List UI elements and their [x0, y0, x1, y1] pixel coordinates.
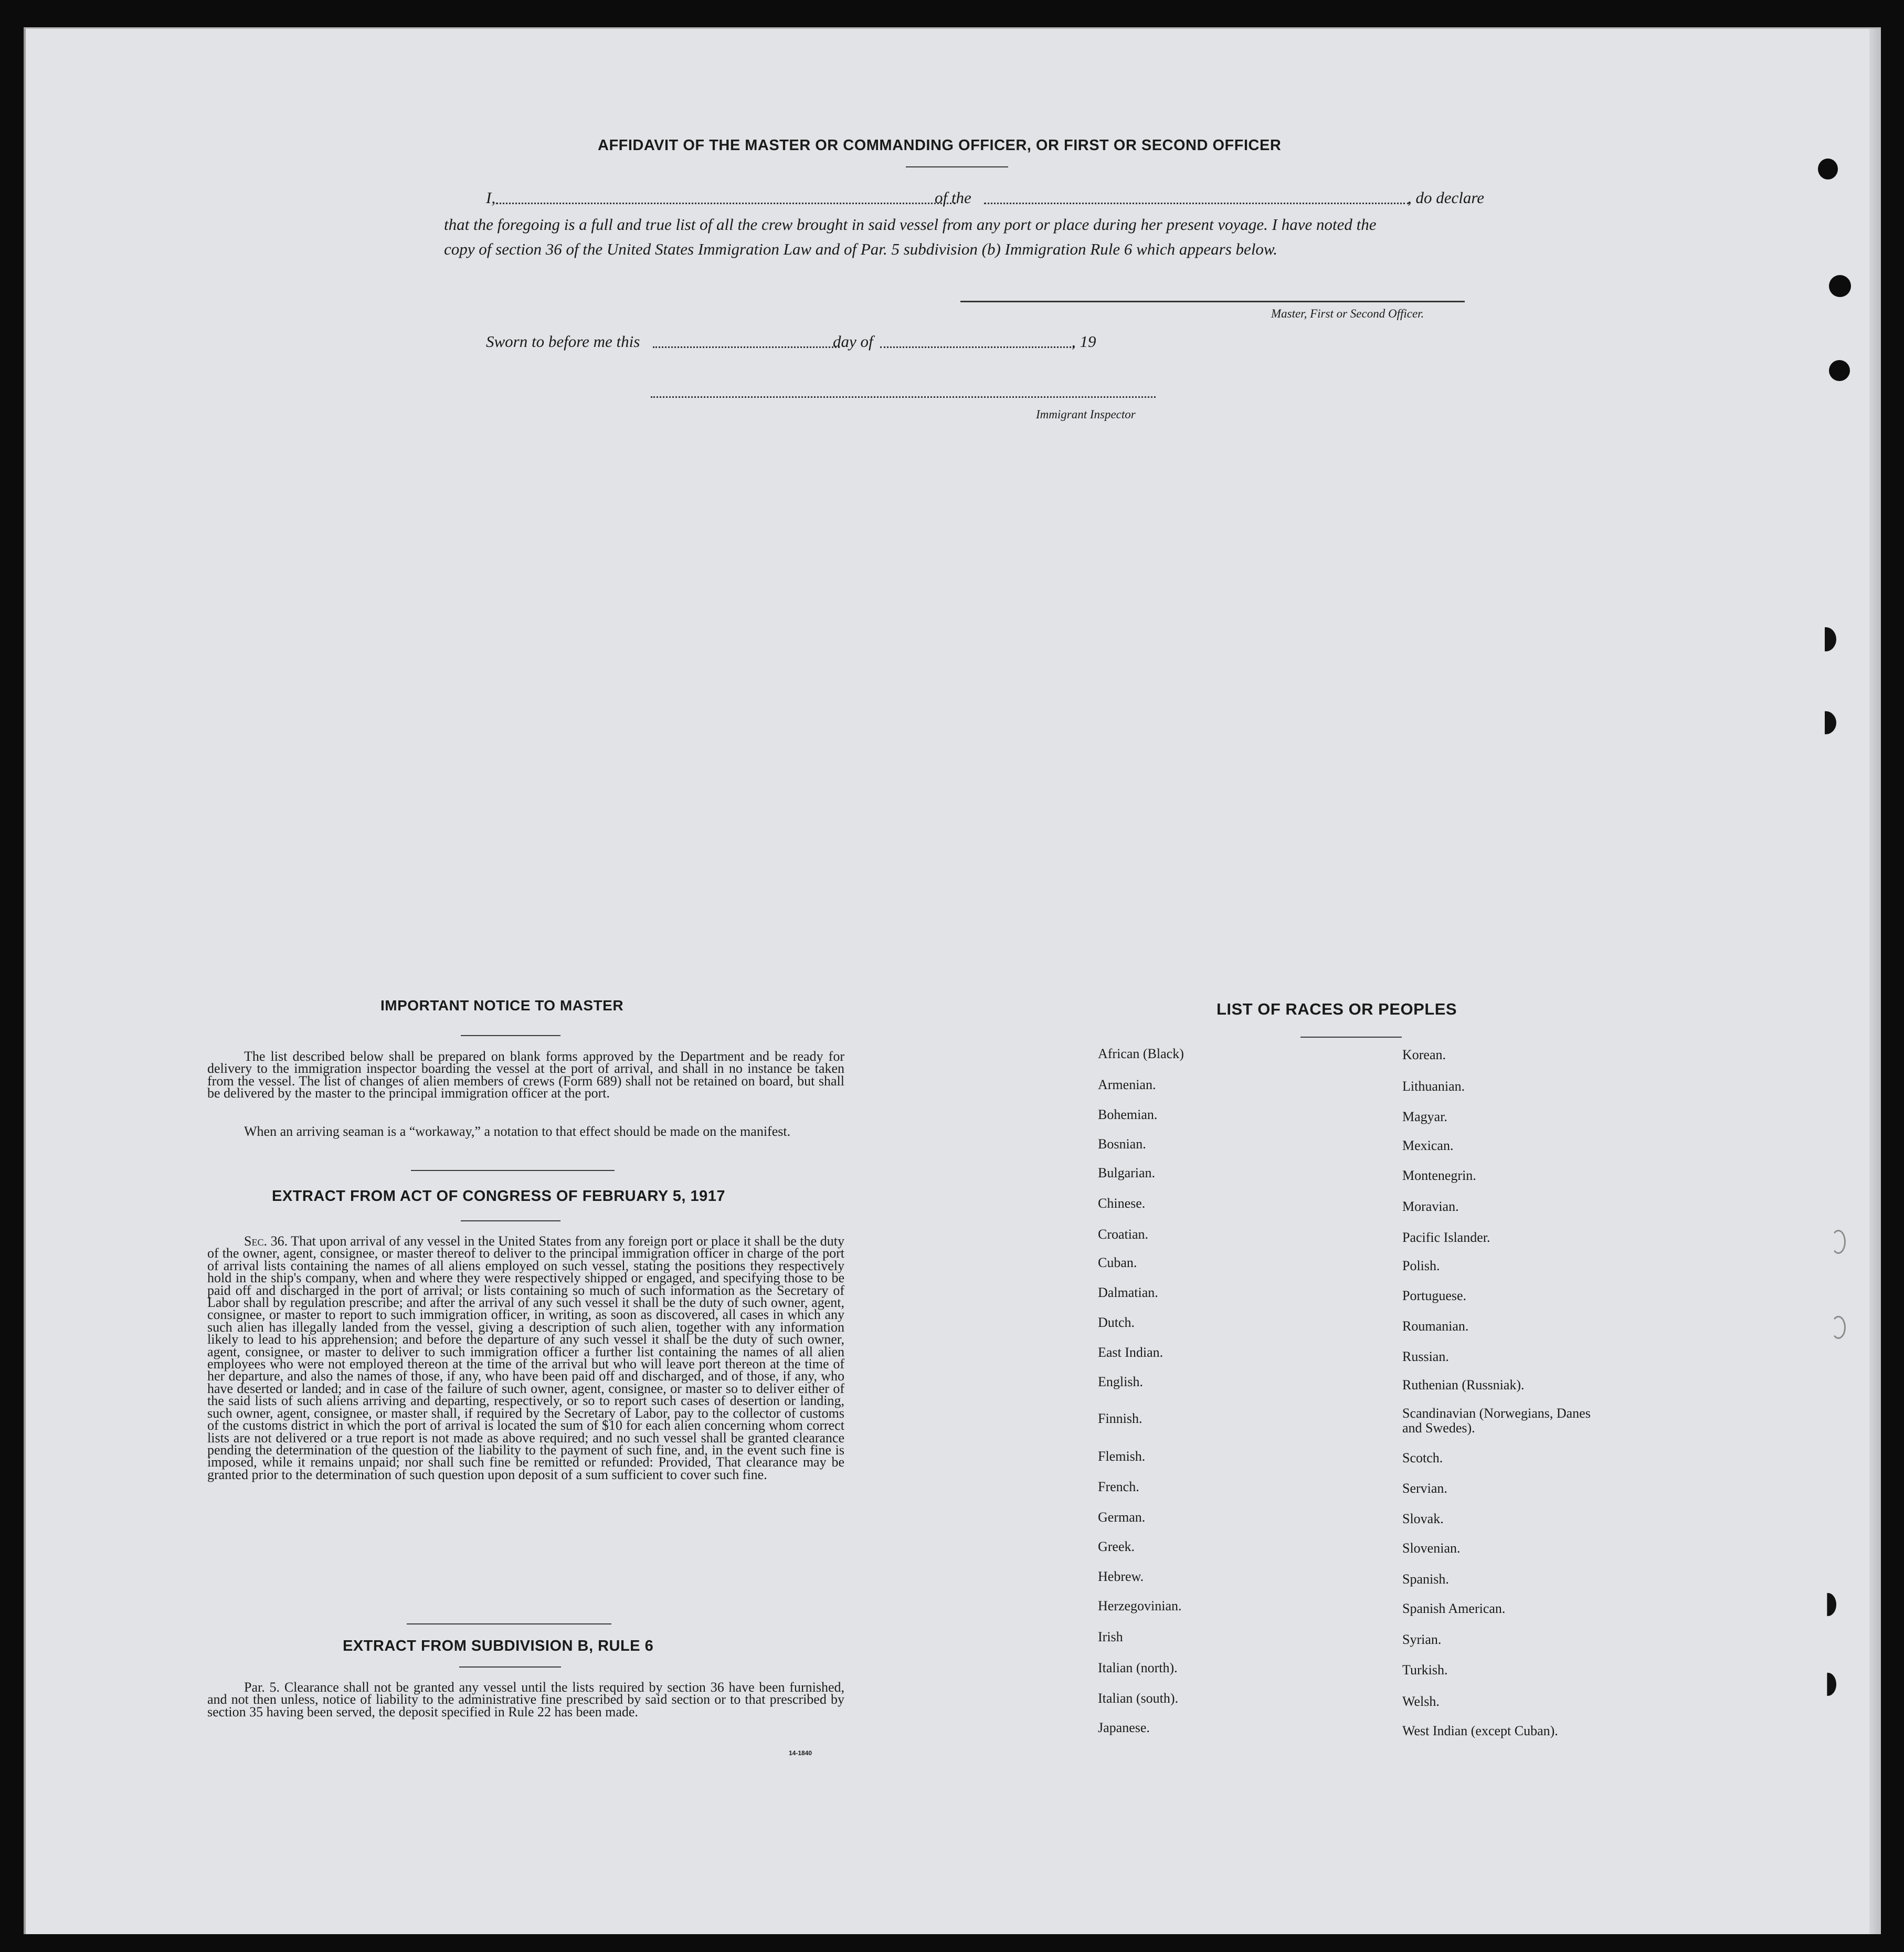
- affidavit-line1-of-the: of the: [935, 188, 971, 207]
- race-item: Dalmatian.: [1098, 1285, 1158, 1300]
- race-item: Lithuanian.: [1402, 1079, 1465, 1094]
- form-number: 14-1840: [789, 1749, 812, 1757]
- race-item: Flemish.: [1098, 1449, 1146, 1464]
- races-title-rule: [1300, 1037, 1402, 1038]
- affidavit-line1-do-declare: , do declare: [1408, 188, 1485, 207]
- sworn-prefix: Sworn to before me this: [486, 332, 640, 351]
- race-item: Ruthenian (Russniak).: [1402, 1377, 1525, 1392]
- race-item: Spanish.: [1402, 1571, 1449, 1587]
- sworn-year: , 19: [1072, 332, 1096, 351]
- affidavit-line1-i: I,: [486, 188, 496, 207]
- race-item: African (Black): [1098, 1046, 1184, 1061]
- punch-hole-icon: [1831, 1230, 1846, 1254]
- race-item: Hebrew.: [1098, 1569, 1144, 1584]
- affidavit-line3: copy of section 36 of the United States Immigration Law and of Par. 5 subdivision (b) Immigration Rule 6 which appears below.: [444, 240, 1278, 258]
- punch-hole-icon: [1831, 1316, 1846, 1339]
- affidavit-line2: that the foregoing is a full and true list of all the crew brought in said vessel from any port or place during her present voyage. I have noted the: [444, 215, 1377, 234]
- race-item: Bohemian.: [1098, 1107, 1158, 1122]
- race-item: Bosnian.: [1098, 1136, 1146, 1152]
- race-item: Pacific Islander.: [1402, 1230, 1490, 1245]
- race-item: Turkish.: [1402, 1662, 1448, 1677]
- race-item: Dutch.: [1098, 1315, 1135, 1330]
- race-item: Chinese.: [1098, 1196, 1146, 1211]
- rule-extract-title: EXTRACT FROM SUBDIVISION B, RULE 6: [343, 1638, 654, 1654]
- race-item: Herzegovinian.: [1098, 1598, 1182, 1613]
- race-item: Slovak.: [1402, 1511, 1444, 1526]
- race-item: West Indian (except Cuban).: [1402, 1723, 1558, 1738]
- notice-paragraph-2: When an arriving seaman is a “workaway,” a notation to that effect should be made on the manifest.: [244, 1124, 791, 1139]
- race-item: English.: [1098, 1374, 1143, 1389]
- races-title: LIST OF RACES OR PEOPLES: [1217, 1000, 1457, 1018]
- race-item: Finnish.: [1098, 1411, 1143, 1426]
- race-item: Russian.: [1402, 1349, 1449, 1364]
- race-item: Magyar.: [1402, 1109, 1447, 1124]
- race-item: Japanese.: [1098, 1720, 1150, 1735]
- inspector-signature-line[interactable]: [651, 396, 1156, 398]
- sworn-day-blank[interactable]: [653, 346, 840, 348]
- affidavit-title-rule: [906, 166, 1008, 167]
- punch-hole-icon: [1829, 275, 1851, 297]
- act-extract-title: EXTRACT FROM ACT OF CONGRESS OF FEBRUARY 5, 1917: [272, 1188, 726, 1205]
- sworn-month-blank[interactable]: [880, 346, 1074, 348]
- form-page: [24, 27, 1881, 1934]
- act-separator: [407, 1623, 611, 1624]
- notice-paragraph-1: The list described below shall be prepared on blank forms approved by the Department and be ready for delivery to the immigration inspector boarding the vessel at the port of arrival, and shall in no instance be taken from the vessel. The list of changes of alien members of crews (Form 689) shall not be retained on board, but shall be delivered by the master to the principal immigration officer at the port.: [207, 1049, 844, 1101]
- punch-hole-icon: [1820, 1673, 1836, 1696]
- race-item: Portuguese.: [1402, 1288, 1467, 1303]
- act-extract-body: Sec. 36. That upon arrival of any vessel in the United States from any foreign port or place it shall be the duty of the owner, agent, consignee, or master thereof to deliver to the principal immigration officer in charge of the port of arrival lists containing the names of all aliens employed on such vessel, stating the positions they respectively hold in the ship's company, when and where they were respectively shipped or engaged, and specifying those to be paid off and discharged in the port of arrival; or lists containing so much of such information as the Secretary of Labor shall by regulation prescribe; and after the arrival of any such vessel it shall be the duty of such owner, agent, consignee, or master to report to such immigration officer, in writing, as soon as discovered, all cases in which any such alien has illegally landed from the vessel, giving a description of such alien, together with any information likely to lead to his apprehension; and before the departure of any such vessel it shall be the duty of such owner, agent, consignee, or master to deliver to such immigration officer a further list containing the names of all alien employees who were not employed thereon at the time of the arrival but who will leave port thereon at the time of her departure, and also the names of those, if any, who have been paid off and discharged, and of those, if any, who have deserted or landed; and in case of the failure of such owner, agent, consignee, or master so to deliver either of the said lists of such aliens arriving and departing, respectively, or so to report such cases of desertion or landing, such owner, agent, consignee, or master shall, if required by the Secretary of Labor, pay to the collector of customs of the customs district in which the port of arrival is located the sum of $10 for each alien concerning whom correct lists are not delivered or a true report is not made as above required; and no such vessel shall be granted clearance pending the determination of the question of the liability to the payment of such fine, and, in the event such fine is imposed, while it remains unpaid; nor shall such fine be remitted or refunded: Provided, That clearance may be granted prior to the determination of such question upon deposit of a sum sufficient to cover such fine.: [207, 1233, 845, 1482]
- act-extract-rule: [461, 1220, 560, 1221]
- race-item: Irish: [1098, 1629, 1123, 1644]
- race-item: Syrian.: [1402, 1632, 1442, 1647]
- race-item: Montenegrin.: [1402, 1168, 1476, 1183]
- master-signature-line[interactable]: [960, 301, 1465, 302]
- race-item: Italian (north).: [1098, 1660, 1178, 1675]
- race-item: Slovenian.: [1402, 1541, 1461, 1556]
- name-blank[interactable]: [496, 203, 956, 204]
- race-item: Roumanian.: [1402, 1318, 1469, 1334]
- punch-hole-icon: [1818, 159, 1838, 180]
- rule-extract-rule: [459, 1666, 561, 1668]
- race-item: Moravian.: [1402, 1199, 1459, 1214]
- race-item: Scandinavian (Norwegians, Danes and Swedes).: [1402, 1406, 1591, 1436]
- page-edge: [1869, 29, 1881, 1934]
- notice-title-rule: [461, 1035, 560, 1036]
- punch-hole-icon: [1829, 360, 1850, 381]
- race-item: Armenian.: [1098, 1077, 1156, 1092]
- race-item: Servian.: [1402, 1481, 1447, 1496]
- vessel-blank[interactable]: [984, 203, 1409, 204]
- race-item: Welsh.: [1402, 1694, 1440, 1709]
- race-item: Croatian.: [1098, 1227, 1149, 1242]
- race-item: German.: [1098, 1510, 1146, 1525]
- rule-extract-body: Par. 5. Clearance shall not be granted any vessel until the lists required by section 36 have been furnished, and not then unless, notice of liability to the administrative fine prescribed by said section or to that prescribed by section 35 having been served, the deposit specified in Rule 22 has been made.: [207, 1680, 844, 1719]
- notice-separator: [411, 1170, 615, 1171]
- race-item: Greek.: [1098, 1539, 1135, 1554]
- affidavit-title: AFFIDAVIT OF THE MASTER OR COMMANDING OFFICER, OR FIRST OR SECOND OFFICER: [598, 137, 1282, 154]
- race-item: Scotch.: [1402, 1450, 1443, 1465]
- race-item: Mexican.: [1402, 1138, 1454, 1153]
- master-signature-label: Master, First or Second Officer.: [1271, 307, 1424, 320]
- inspector-label: Immigrant Inspector: [1036, 408, 1136, 421]
- race-item: Italian (south).: [1098, 1691, 1179, 1706]
- race-item: French.: [1098, 1479, 1139, 1494]
- punch-hole-icon: [1815, 711, 1836, 734]
- race-item: Cuban.: [1098, 1255, 1137, 1270]
- punch-hole-icon: [1815, 627, 1836, 651]
- race-item: Bulgarian.: [1098, 1165, 1156, 1180]
- race-item: Polish.: [1402, 1258, 1440, 1273]
- punch-hole-icon: [1820, 1593, 1836, 1616]
- notice-title: IMPORTANT NOTICE TO MASTER: [380, 997, 624, 1014]
- race-item: Korean.: [1402, 1047, 1446, 1062]
- race-item: East Indian.: [1098, 1345, 1163, 1360]
- race-item: Spanish American.: [1402, 1601, 1506, 1616]
- sworn-day-of: day of: [833, 332, 873, 351]
